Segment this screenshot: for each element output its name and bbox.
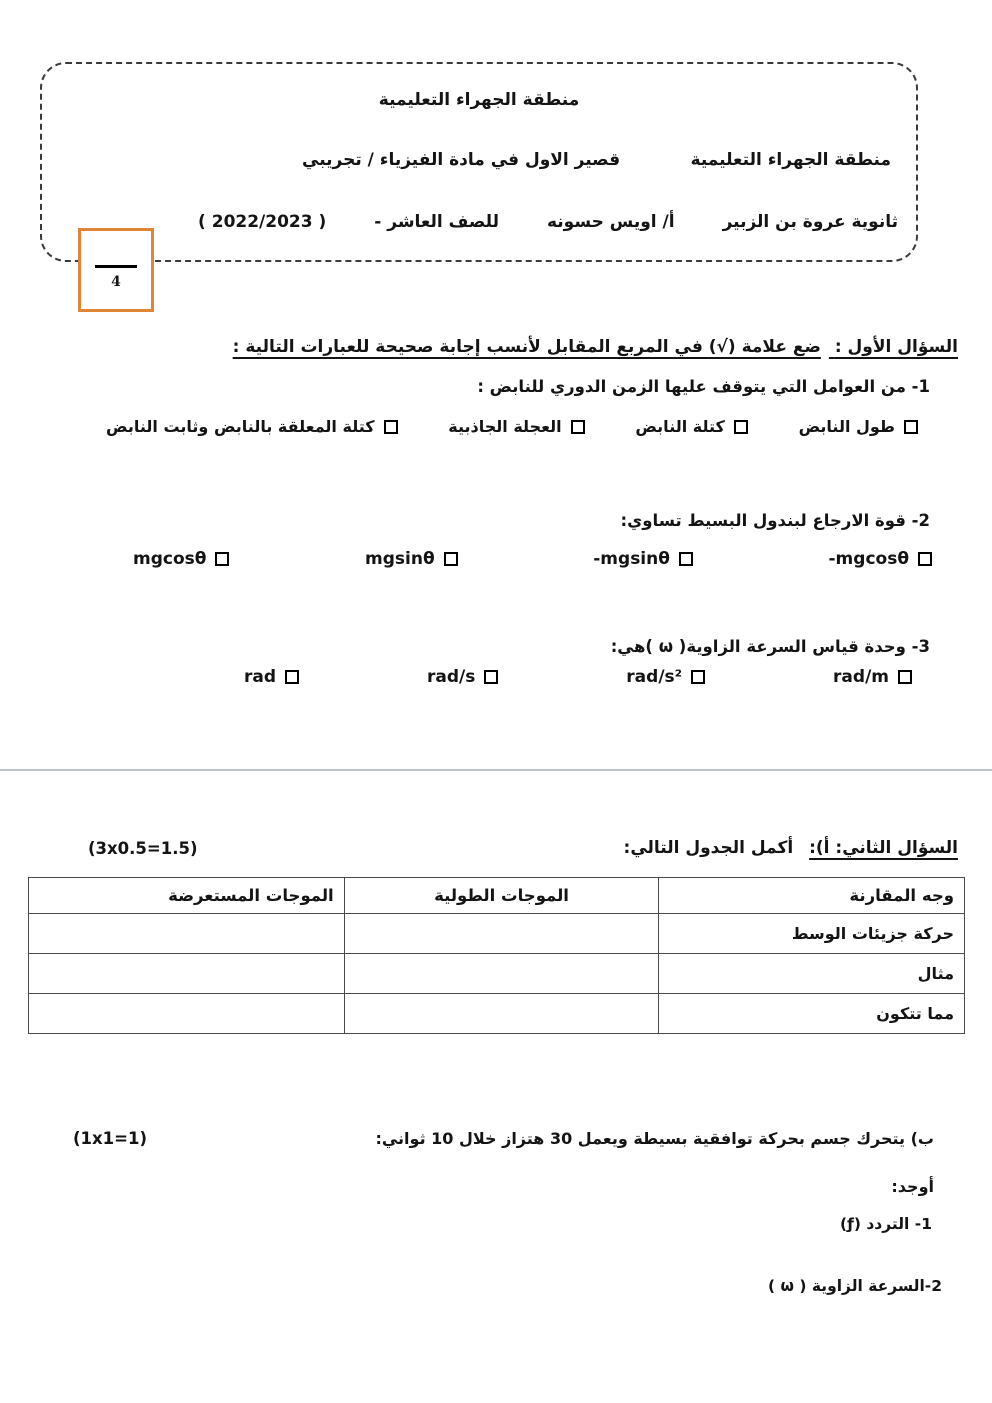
- question2b-text: ب) يتحرك جسم بحركة توافقية بسيطة ويعمل 30 هتزاز خلال 10 ثواني:: [375, 1129, 934, 1148]
- answer-option: [799, 417, 918, 436]
- grade-label: للصف العاشر -: [374, 212, 499, 232]
- option-label: -mgcosθ: [828, 549, 909, 569]
- question1-instruction: ضع علامة (√) في المربع المقابل لأنسب إجابة صحيحة للعبارات التالية :: [232, 337, 821, 357]
- q1-item2-prompt: 2- قوة الارجاع لبندول البسيط تساوي:: [620, 511, 930, 530]
- option-label: mgcosθ: [133, 549, 207, 569]
- column-header-transverse: الموجات المستعرضة: [29, 878, 345, 914]
- column-header-comparison: وجه المقارنة: [659, 878, 965, 914]
- checkbox-icon[interactable]: [384, 420, 398, 434]
- option-label: -mgsinθ: [593, 549, 670, 569]
- option-label: rad/s²: [626, 667, 683, 687]
- answer-cell[interactable]: [29, 914, 345, 954]
- question2b-marks: (1x1=1): [73, 1129, 147, 1148]
- checkbox-icon[interactable]: [734, 420, 748, 434]
- education-area-title: منطقة الجهراء التعليمية: [378, 90, 580, 110]
- score-value: 4: [111, 274, 121, 290]
- answer-option: [365, 549, 458, 569]
- find-item-frequency: 1- التردد (ƒ): [840, 1215, 932, 1233]
- answer-cell[interactable]: [344, 954, 659, 994]
- question1-label: السؤال الأول :: [834, 337, 958, 357]
- question2-instruction: أكمل الجدول التالي:: [623, 838, 794, 858]
- score-box: [78, 228, 154, 312]
- checkbox-icon[interactable]: [691, 670, 705, 684]
- option-label: طول النابض: [798, 417, 895, 436]
- table-row: [29, 914, 965, 954]
- option-label: العجلة الجاذبية: [448, 417, 562, 436]
- checkbox-icon[interactable]: [679, 552, 693, 566]
- table-row: [29, 994, 965, 1034]
- school-name: ثانوية عروة بن الزبير: [722, 212, 898, 232]
- question2b-line: [73, 1129, 934, 1148]
- checkbox-icon[interactable]: [571, 420, 585, 434]
- option-label: mgsinθ: [365, 549, 435, 569]
- answer-option: [829, 549, 933, 569]
- question2-label: السؤال الثاني: أ):: [809, 838, 958, 858]
- q1-item3-options: [0, 667, 992, 687]
- q1-item1-options: [0, 417, 992, 436]
- answer-cell[interactable]: [344, 914, 659, 954]
- question1-heading: [233, 337, 958, 357]
- option-label: rad/s: [427, 667, 476, 687]
- answer-option: [833, 667, 912, 687]
- answer-option: [244, 667, 299, 687]
- row-label: حركة جزيئات الوسط: [659, 914, 965, 954]
- checkbox-icon[interactable]: [918, 552, 932, 566]
- checkbox-icon[interactable]: [215, 552, 229, 566]
- checkbox-icon[interactable]: [898, 670, 912, 684]
- exam-header-box: [40, 62, 918, 262]
- answer-option: [626, 667, 705, 687]
- checkbox-icon[interactable]: [484, 670, 498, 684]
- q1-item2-options: [0, 549, 992, 569]
- school-year: ( 2022/2023 ): [198, 212, 327, 232]
- q1-item1-prompt: 1- من العوامل التي يتوقف عليها الزمن الدوري للنابض :: [477, 377, 930, 396]
- checkbox-icon[interactable]: [285, 670, 299, 684]
- find-label: أوجد:: [891, 1177, 934, 1196]
- question2a-marks: (3x0.5=1.5): [88, 838, 198, 858]
- header-info-line: [42, 212, 916, 232]
- answer-cell[interactable]: [29, 954, 345, 994]
- option-label: كتلة النابض: [635, 417, 725, 436]
- q1-item3-prompt: 3- وحدة قياس السرعة الزاوية( ω )هي:: [610, 637, 930, 656]
- column-header-longitudinal: الموجات الطولية: [344, 878, 659, 914]
- question2-title: [624, 838, 958, 858]
- exam-title: قصير الاول في مادة الفيزياء / تجريبي: [302, 150, 621, 170]
- option-label: rad: [244, 667, 277, 687]
- row-label: مثال: [659, 954, 965, 994]
- score-divider-line: [95, 265, 137, 268]
- answer-option: [635, 417, 748, 436]
- answer-option: [593, 549, 693, 569]
- option-label: كتلة المعلقة بالنابض وثابت النابض: [106, 417, 375, 436]
- checkbox-icon[interactable]: [904, 420, 918, 434]
- education-area-name: منطقة الجهراء التعليمية: [690, 150, 891, 170]
- find-item-angular-velocity: 2-السرعة الزاوية ( ω ): [768, 1277, 942, 1295]
- answer-option: [448, 417, 584, 436]
- answer-option: [106, 417, 398, 436]
- option-label: rad/m: [833, 667, 889, 687]
- teacher-name: أ/ اويس حسونه: [546, 212, 675, 232]
- table-row: [29, 954, 965, 994]
- checkbox-icon[interactable]: [444, 552, 458, 566]
- answer-option: [427, 667, 498, 687]
- row-label: مما تتكون: [659, 994, 965, 1034]
- answer-option: [133, 549, 229, 569]
- question2-heading: [88, 838, 958, 858]
- answer-cell[interactable]: [29, 994, 345, 1034]
- answer-cell[interactable]: [344, 994, 659, 1034]
- section-divider: [0, 769, 992, 771]
- comparison-table: [28, 877, 965, 1034]
- table-header-row: [29, 878, 965, 914]
